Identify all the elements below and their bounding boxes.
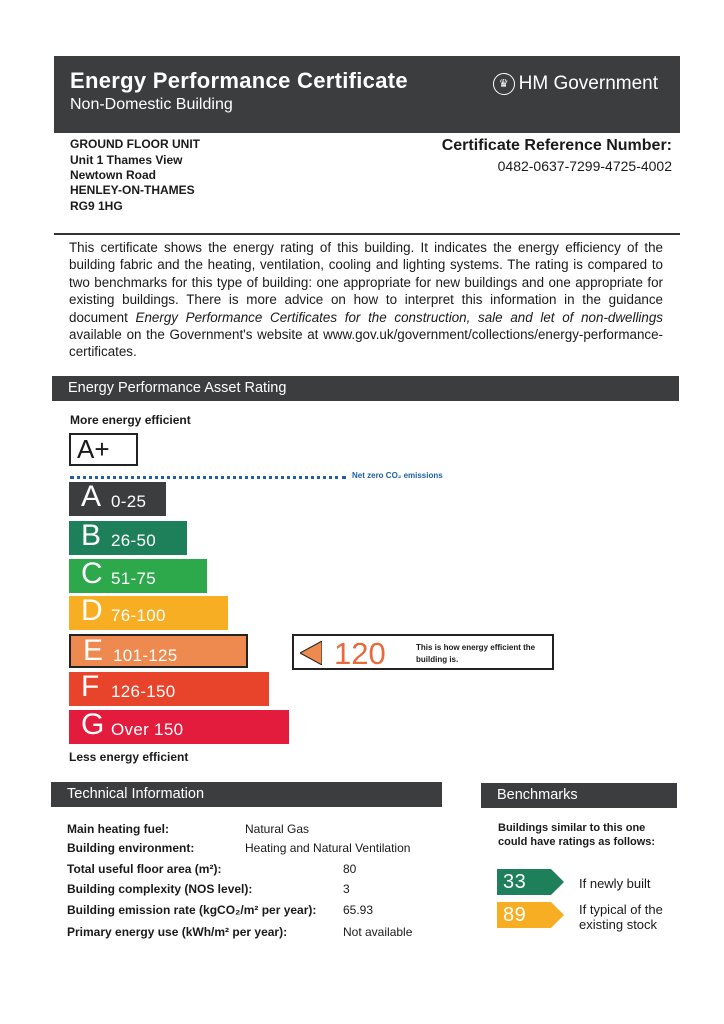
pointer-arrow-icon bbox=[300, 641, 322, 665]
floor-area-value: 80 bbox=[343, 862, 357, 876]
floor-area-label: Total useful floor area (m²): bbox=[67, 862, 222, 876]
band-b bbox=[69, 521, 187, 555]
band-g bbox=[69, 710, 289, 744]
primary-energy-label: Primary energy use (kWh/m² per year): bbox=[67, 925, 288, 939]
benchmark-new-value: 33 bbox=[503, 871, 527, 893]
building-environment-value: Heating and Natural Ventilation bbox=[245, 841, 411, 855]
band-range: 0-25 bbox=[111, 492, 147, 511]
complexity-value: 3 bbox=[343, 882, 350, 896]
rating-section-heading: Energy Performance Asset Rating bbox=[52, 376, 679, 401]
band-letter: E bbox=[83, 634, 104, 667]
current-rating-text: This is how energy efficient the building is. bbox=[416, 643, 536, 664]
benchmarks-intro: Buildings similar to this one could have ratings as follows: bbox=[498, 822, 656, 848]
intro-text: This certificate shows the energy rating of this building. It indicates the energy efficiency of the building fabric and the heating, ventilation, cooling and lighting systems. The rating is compared to two benchmarks for this type of building: one appropriate for new buildings and one appropriate for existing buildings. There is more advice on how to interpret this information in the guidance document bbox=[69, 240, 663, 325]
reference-number: 0482-0637-7299-4725-4002 bbox=[497, 158, 672, 174]
band-letter: C bbox=[81, 557, 103, 590]
band-range: 101-125 bbox=[113, 646, 178, 665]
band-letter: D bbox=[81, 594, 103, 627]
benchmark-existing-arrow bbox=[497, 902, 565, 928]
certificate-subtitle: Non-Domestic Building bbox=[70, 96, 233, 113]
benchmark-new-arrow bbox=[497, 869, 565, 895]
header-banner bbox=[54, 56, 680, 133]
band-range: 126-150 bbox=[111, 682, 176, 701]
band-a bbox=[69, 482, 166, 516]
divider bbox=[54, 233, 680, 235]
building-environment-label: Building environment: bbox=[67, 841, 195, 855]
band-range: Over 150 bbox=[111, 720, 184, 739]
emission-rate-label: Building emission rate (kgCO₂/m² per year): bbox=[67, 903, 317, 917]
intro-text-end: available on the Government's website at www.gov.uk/government/collections/energy-performance-certificates. bbox=[69, 327, 663, 360]
address-line-4: HENLEY-ON-THAMES bbox=[70, 183, 195, 197]
certificate-title: Energy Performance Certificate bbox=[70, 68, 408, 93]
complexity-label: Building complexity (NOS level): bbox=[67, 882, 253, 896]
band-letter: A bbox=[81, 480, 102, 513]
technical-section-heading: Technical Information bbox=[51, 782, 442, 807]
heating-fuel-value: Natural Gas bbox=[245, 822, 310, 836]
band-letter: F bbox=[81, 670, 100, 703]
current-rating-pointer bbox=[292, 634, 554, 670]
address-line-2: Unit 1 Thames View bbox=[70, 153, 183, 167]
emission-rate-value: 65.93 bbox=[343, 903, 374, 917]
net-zero-dotted-line bbox=[70, 476, 346, 479]
band-d bbox=[69, 596, 228, 630]
band-letter: G bbox=[81, 708, 105, 741]
more-efficient-label: More energy efficient bbox=[70, 413, 191, 427]
band-letter: B bbox=[81, 519, 102, 552]
band-range: 51-75 bbox=[111, 569, 156, 588]
address-line-3: Newtown Road bbox=[70, 168, 156, 182]
hm-government-logo bbox=[493, 73, 658, 95]
heating-fuel-label: Main heating fuel: bbox=[67, 822, 169, 836]
current-rating-value: 120 bbox=[334, 636, 386, 671]
benchmark-new-text: If newly built bbox=[579, 876, 651, 891]
net-zero-label: Net zero CO₂ emissions bbox=[352, 471, 443, 480]
band-e bbox=[69, 634, 248, 668]
benchmarks-heading: Benchmarks bbox=[481, 783, 677, 808]
reference-label: Certificate Reference Number: bbox=[441, 137, 672, 154]
aplus-band: A+ bbox=[69, 433, 138, 466]
government-name: HM Government bbox=[518, 73, 658, 94]
primary-energy-value: Not available bbox=[343, 925, 413, 939]
band-f bbox=[69, 672, 269, 706]
guidance-document-title: Energy Performance Certificates for the construction, sale and let of non-dwellings bbox=[135, 309, 663, 325]
royal-crest-icon: ♛ bbox=[493, 73, 515, 95]
band-range: 76-100 bbox=[111, 606, 166, 625]
benchmark-existing-value: 89 bbox=[503, 904, 527, 926]
address-postcode: RG9 1HG bbox=[70, 199, 123, 213]
intro-paragraph bbox=[69, 239, 663, 361]
address-line-1: GROUND FLOOR UNIT bbox=[70, 137, 200, 151]
band-range: 26-50 bbox=[111, 531, 156, 550]
band-c bbox=[69, 559, 207, 593]
benchmark-existing-text: If typical of the existing stock bbox=[579, 902, 663, 932]
less-efficient-label: Less energy efficient bbox=[69, 750, 189, 764]
